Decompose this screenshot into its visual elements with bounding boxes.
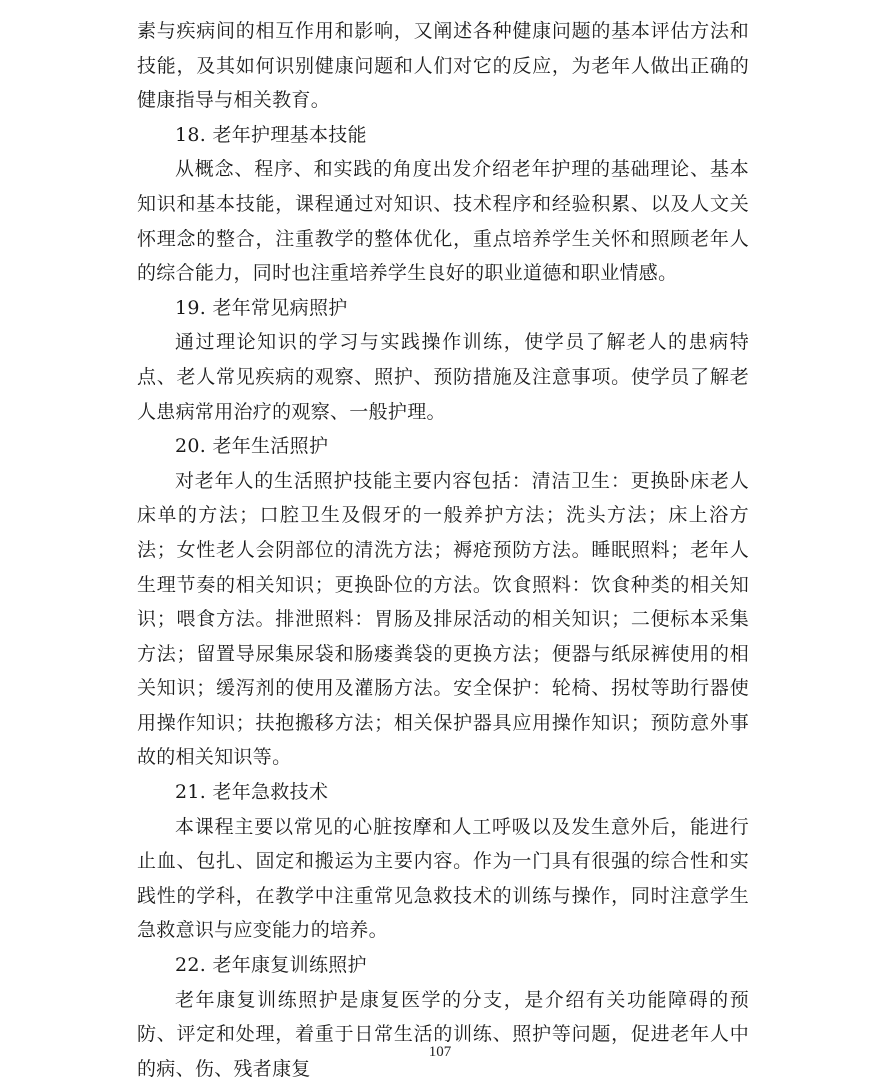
section-body: 对老年人的生活照护技能主要内容包括：清洁卫生：更换卧床老人床单的方法；口腔卫生及假牙的一般养护方法；洗头方法；床上浴方法；女性老人会阴部位的清洗方法；褥疮预防方法。睡眠照料；老年人生理节奏的相关知识；更换卧位的方法。饮食照料：饮食种类的相关知识；喂食方法。排泄照料：胃肠及排尿活动的相关知识；二便标本采集方法；留置导尿集尿袋和肠瘘粪袋的更换方法；便器与纸尿裤使用的相关知识；缓泻剂的使用及灌肠方法。安全保护：轮椅、拐杖等助行器使用操作知识；扶抱搬移方法；相关保护器具应用操作知识；预防意外事故的相关知识等。 xyxy=(137,469,749,769)
section-22 xyxy=(137,948,749,1086)
section-heading: 18. 老年护理基本技能 xyxy=(175,123,367,146)
section-body: 本课程主要以常见的心脏按摩和人工呼吸以及发生意外后，能进行止血、包扎、固定和搬运为主要内容。作为一门具有很强的综合性和实践性的学科，在教学中注重常见急救技术的训练与操作，同时注意学生急救意识与应变能力的培养。 xyxy=(137,815,749,942)
section-18 xyxy=(137,118,749,291)
section-heading: 20. 老年生活照护 xyxy=(175,435,329,458)
page-number: 107 xyxy=(428,1044,452,1060)
section-19 xyxy=(137,291,749,429)
section-heading: 21. 老年急救技术 xyxy=(175,781,329,804)
section-body: 通过理论知识的学习与实践操作训练，使学员了解老人的患病特点、老人常见疾病的观察、照护、预防措施及注意事项。使学员了解老人患病常用治疗的观察、一般护理。 xyxy=(137,331,749,423)
section-heading: 19. 老年常见病照护 xyxy=(175,296,348,319)
intro-paragraph-tail: 素与疾病间的相互作用和影响，又阐述各种健康问题的基本评估方法和技能，及其如何识别健康问题和人们对它的反应，为老年人做出正确的健康指导与相关教育。 xyxy=(137,20,749,112)
section-heading: 22. 老年康复训练照护 xyxy=(175,954,367,977)
section-20 xyxy=(137,429,749,775)
page-content xyxy=(137,14,749,1086)
section-body: 老年康复训练照护是康复医学的分支，是介绍有关功能障碍的预防、评定和处理，着重于日常生活的训练、照护等问题，促进老年人中的病、伤、残者康复 xyxy=(137,988,749,1080)
section-21 xyxy=(137,775,749,948)
section-body: 从概念、程序、和实践的角度出发介绍老年护理的基础理论、基本知识和基本技能，课程通过对知识、技术程序和经验积累、以及人文关怀理念的整合，注重教学的整体优化，重点培养学生关怀和照顾老年人的综合能力，同时也注重培养学生良好的职业道德和职业情感。 xyxy=(137,158,749,285)
